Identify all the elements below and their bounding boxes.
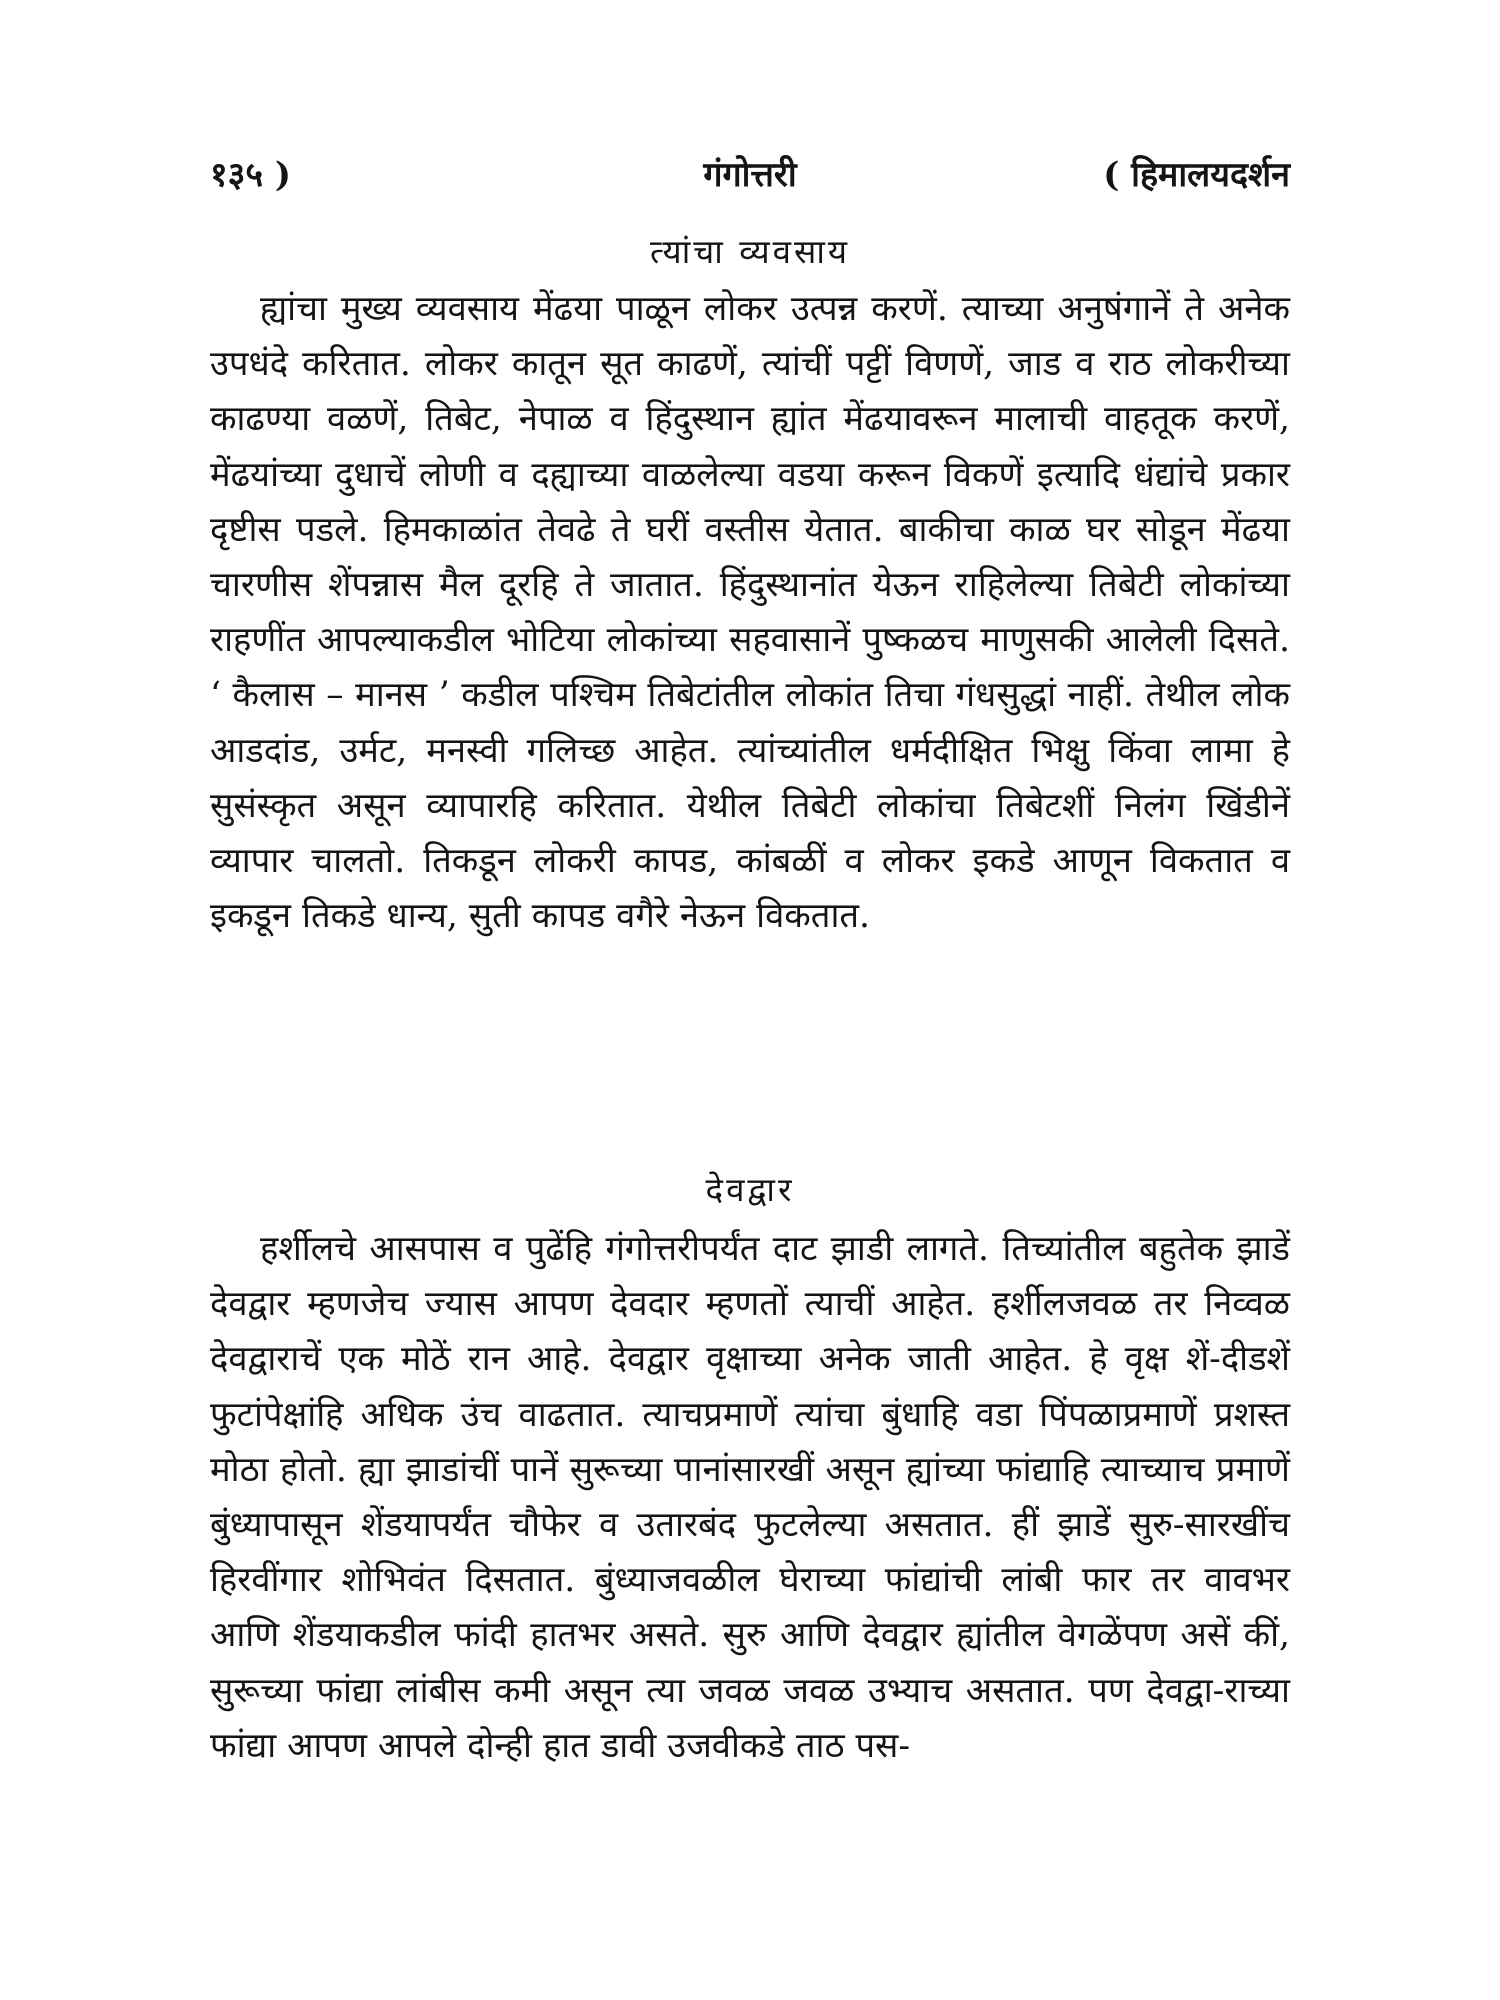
- paragraph-deodar: हर्शीलचे आसपास व पुढेंहि गंगोत्तरीपर्यंत दाट झाडी लागते. तिच्यांतील बहुतेक झाडें देवद्वार म्हणजेच ज्यास आपण देवदार म्हणतों त्याचीं आहेत. हर्शीलजवळ तर निव्वळ देवद्वाराचें एक मोठें रान आहे. देवद्वार वृक्षाच्या अनेक जाती आहेत. हे वृक्ष शें-दीडशें फुटांपेक्षांहि अधिक उंच वाढतात. त्याचप्रमाणें त्यांचा बुंधाहि वडा पिंपळाप्रमाणें प्रशस्त मोठा होतो. ह्या झाडांचीं पानें सुरूच्या पानांसारखीं असून ह्यांच्या फांद्याहि त्याच्याच प्रमाणें बुंध्यापासून शेंडयापर्यंत चौफेर व उतारबंद फुटलेल्या असतात. हीं झाडें सुरु-सारखींच हिरवींगार शोभिवंत दिसतात. बुंध्याजवळील घेराच्या फांद्यांची लांबी फार तर वावभर आणि शेंडयाकडील फांदी हातभर असते. सुरु आणि देवद्वार ह्यांतील वेगळेंपण असें कीं, सुरूच्या फांद्या लांबीस कमी असून त्या जवळ जवळ उभ्याच असतात. पण देवद्वा-राच्या फांद्या आपण आपले दोन्ही हात डावी उजवीकडे ताठ पस-: [210, 1229, 1290, 1766]
- running-title: गंगोत्तरी: [703, 155, 797, 195]
- page-number: १३५ ): [210, 155, 291, 195]
- section-heading-occupation: त्यांचा व्यवसाय: [649, 232, 851, 271]
- page-header: [210, 150, 1290, 210]
- paragraph-occupation: ह्यांचा मुख्य व्यवसाय मेंढया पाळून लोकर उत्पन्न करणें. त्याच्या अनुषंगानें ते अनेक उपधंदे करितात. लोकर कातून सूत काढणें, त्यांचीं पट्टीं विणणें, जाड व राठ लोकरीच्या काढण्या वळणें, तिबेट, नेपाळ व हिंदुस्थान ह्यांत मेंढयावरून मालाची वाहतूक करणें, मेंढयांच्या दुधाचें लोणी व दह्याच्या वाळलेल्या वडया करून विकणें इत्यादि धंद्यांचे प्रकार दृष्टीस पडले. हिमकाळांत तेवढे ते घरीं वस्तीस येतात. बाकीचा काळ घर सोडून मेंढया चारणीस शेंपन्नास मैल दूरहि ते जातात. हिंदुस्थानांत येऊन राहिलेल्या तिबेटी लोकांच्या राहणींत आपल्याकडील भोटिया लोकांच्या सहवासानें पुष्कळच माणुसकी आलेली दिसते. ‘ कैलास – मानस ’ कडील पश्चिम तिबेटांतील लोकांत तिचा गंधसुद्धां नाहीं. तेथील लोक आडदांड, उर्मट, मनस्वी गलिच्छ आहेत. त्यांच्यांतील धर्मदीक्षित भिक्षु किंवा लामा हे सुसंस्कृत असून व्यापारहि करितात. येथील तिबेटी लोकांचा तिबेटशीं निलंग खिंडीनें व्यापार चालतो. तिकडून लोकरी कापड, कांबळीं व लोकर इकडे आणून विकतात व इकडून तिकडे धान्य, सुती कापड वगैरे नेऊन विकतात.: [210, 289, 1290, 937]
- book-title: ( हिमालयदर्शन: [1103, 155, 1290, 195]
- section-heading-deodar: देवद्वार: [705, 1170, 795, 1209]
